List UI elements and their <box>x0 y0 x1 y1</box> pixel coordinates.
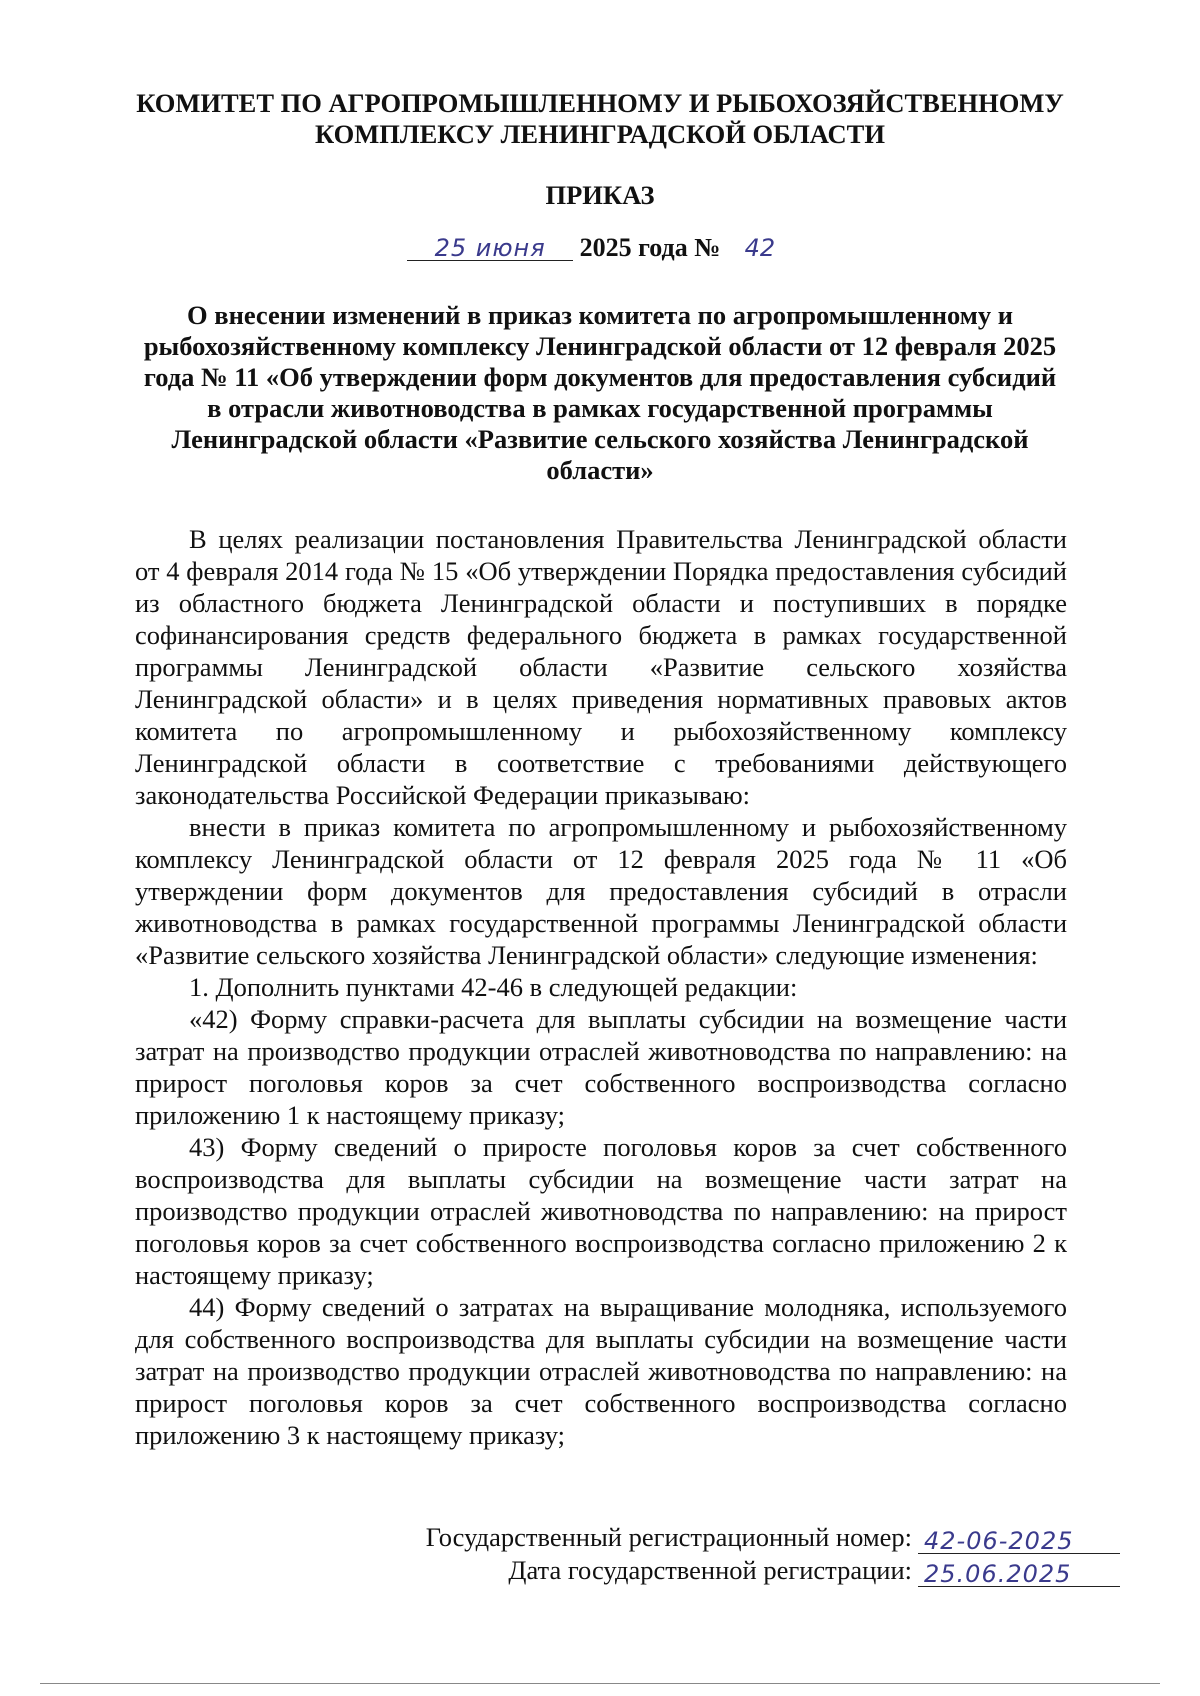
registration-number-row <box>380 1521 1120 1554</box>
directive-paragraph: внести в приказ комитета по агропромышленному и рыбохозяйственному комплексу Ленинградской области от 12 февраля 2025 года № 11 «Об утверждении форм документов для предоставления субсидий в отрасли животноводства в рамках государственной программы Ленинградской области «Развитие сельского хозяйства Ленинградской области» следующие изменения: <box>135 812 1067 970</box>
amendment-item-1: 1. Дополнить пунктами 42-46 в следующей редакции: <box>189 972 798 1002</box>
order-date-line <box>300 232 900 264</box>
registration-number-value: 42-06-2025 <box>918 1529 1120 1554</box>
registration-date-value: 25.06.2025 <box>918 1562 1120 1587</box>
registration-block <box>380 1521 1120 1587</box>
subject-line: области» <box>546 455 654 485</box>
amendment-point-43: 43) Форму сведений о приросте поголовья коров за счет собственного воспроизводства для выплаты субсидии на возмещение части затрат на производство продукции отраслей животноводства по направлению: на прирост поголовья коров за счет собственного воспроизводства согласно приложению 2 к настоящему приказу; <box>135 1132 1067 1290</box>
registration-date-row <box>380 1554 1120 1587</box>
order-body <box>135 523 1067 1451</box>
amendment-point-44: 44) Форму сведений о затратах на выращивание молодняка, используемого для собственного воспроизводства для выплаты субсидии на возмещение части затрат на производство продукции отраслей животноводства по направлению: на прирост поголовья коров за счет собственного воспроизводства согласно приложению 3 к настоящему приказу; <box>135 1292 1067 1450</box>
subject-line: года № 11 «Об утверждении форм документов для предоставления субсидий <box>143 362 1057 392</box>
handwritten-order-number: 42 <box>744 234 776 262</box>
order-year-text: 2025 года № <box>579 233 721 262</box>
subject-line: Ленинградской области «Развитие сельского хозяйства Ленинградской <box>171 424 1029 454</box>
registration-number-label: Государственный регистрационный номер: <box>425 1522 912 1552</box>
handwritten-date: 25 июня <box>407 236 573 261</box>
subject-line: О внесении изменений в приказ комитета по агропромышленному и <box>187 300 1013 330</box>
amendment-point-42: «42) Форму справки-расчета для выплаты субсидии на возмещение части затрат на производство продукции отраслей животноводства по направлению: на прирост поголовья коров за счет собственного воспроизводства согласно приложению 1 к настоящему приказу; <box>135 1004 1067 1130</box>
subject-line: в отрасли животноводства в рамках государственной программы <box>207 393 993 423</box>
subject-line: рыбохозяйственному комплексу Ленинградской области от 12 февраля 2025 <box>143 331 1057 361</box>
org-line-2: КОМПЛЕКСУ ЛЕНИНГРАДСКОЙ ОБЛАСТИ <box>315 119 885 149</box>
issuing-organization <box>135 88 1065 150</box>
preamble-paragraph: В целях реализации постановления Правительства Ленинградской области от 4 февраля 2014 года № 15 «Об утверждении Порядка предоставления субсидий из областного бюджета Ленинградской области и поступивших в порядке софинансирования средств федерального бюджета в рамках государственной программы Ленинградской области «Развитие сельского хозяйства Ленинградской области» и в целях приведения нормативных правовых актов комитета по агропромышленному и рыбохозяйственному комплексу Ленинградской области в соответствие с требованиями действующего законодательства Российской Федерации приказываю: <box>135 524 1067 810</box>
page-bottom-rule <box>40 1683 1160 1684</box>
order-subject <box>135 300 1065 486</box>
document-type: ПРИКАЗ <box>545 180 655 210</box>
registration-date-label: Дата государственной регистрации: <box>508 1555 912 1585</box>
org-line-1: КОМИТЕТ ПО АГРОПРОМЫШЛЕННОМУ И РЫБОХОЗЯЙСТВЕННОМУ <box>136 88 1064 118</box>
